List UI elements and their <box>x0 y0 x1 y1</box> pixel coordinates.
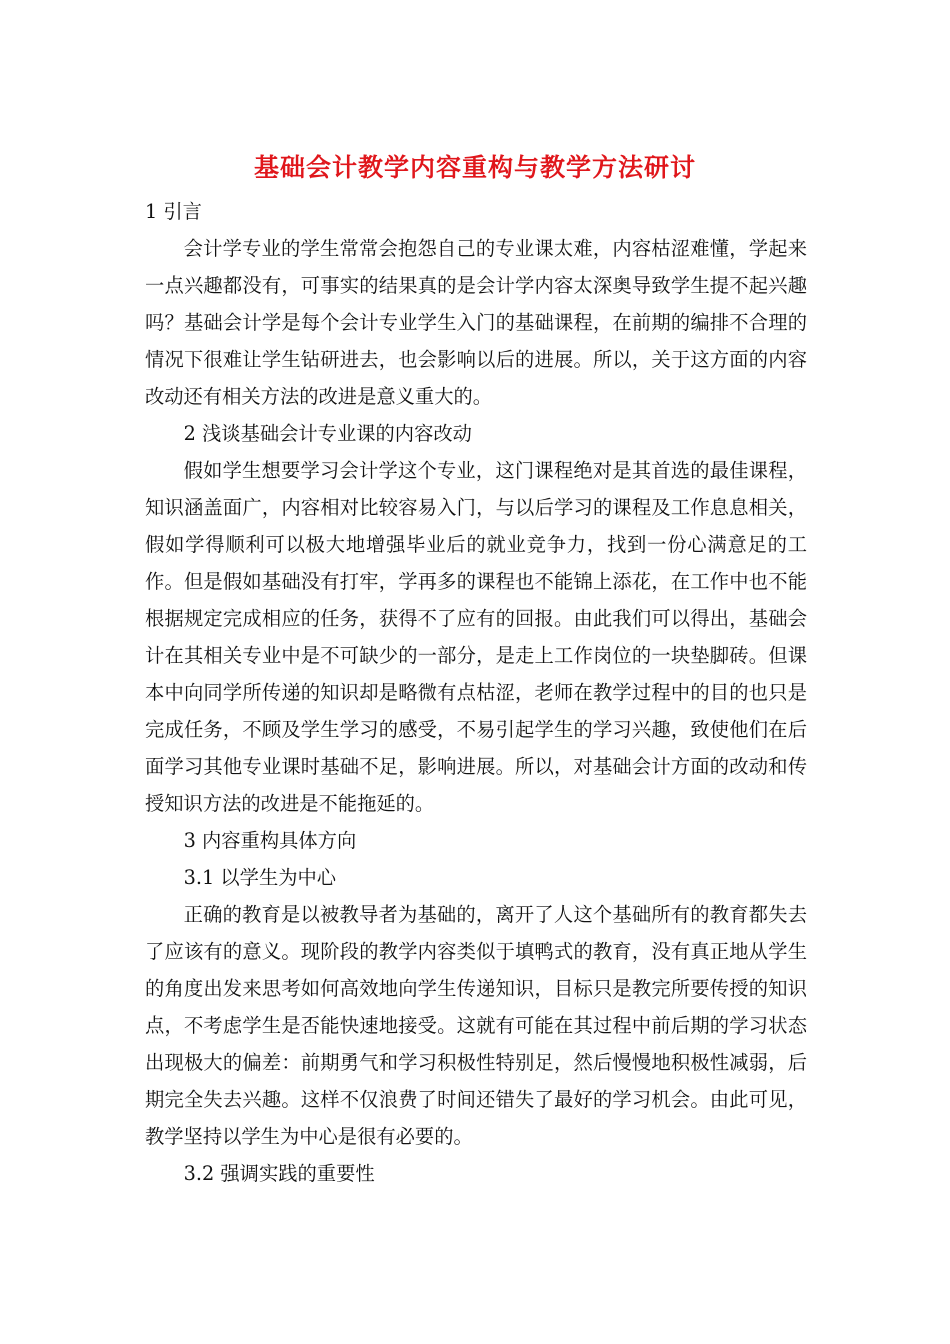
subsection-heading-3-2: 3.2 强调实践的重要性 <box>183 1162 375 1185</box>
document-body <box>145 193 807 1192</box>
subsection-heading-3-1: 3.1 以学生为中心 <box>183 866 337 889</box>
paragraph-section-3-1: 正确的教育是以被教导者为基础的，离开了人这个基础所有的教育都失去了应该有的意义。现阶段的教学内容类似于填鸭式的教育，没有真正地从学生的角度出发来思考如何高效地向学生传递知识，目标只是教完所要传授的知识点，不考虑学生是否能快速地接受。这就有可能在其过程中前后期的学习状态出现极大的偏差：前期勇气和学习积极性特别足，然后慢慢地积极性减弱，后期完全失去兴趣。这样不仅浪费了时间还错失了最好的学习机会。由此可见，教学坚持以学生为中心是很有必要的。 <box>145 903 807 1148</box>
section-heading-intro: 1 引言 <box>145 200 202 223</box>
paragraph-section-2: 假如学生想要学习会计学这个专业，这门课程绝对是其首选的最佳课程，知识涵盖面广，内容相对比较容易入门，与以后学习的课程及工作息息相关，假如学得顺利可以极大地增强毕业后的就业竞争力，找到一份心满意足的工作。但是假如基础没有打牢，学再多的课程也不能锦上添花，在工作中也不能根据规定完成相应的任务，获得不了应有的回报。由此我们可以得出，基础会计在其相关专业中是不可缺少的一部分，是走上工作岗位的一块垫脚砖。但课本中向同学所传递的知识却是略微有点枯涩，老师在教学过程中的目的也只是完成任务，不顾及学生学习的感受，不易引起学生的学习兴趣，致使他们在后面学习其他专业课时基础不足，影响进展。所以，对基础会计方面的改动和传授知识方法的改进是不能拖延的。 <box>145 459 807 815</box>
document-title: 基础会计教学内容重构与教学方法研讨 <box>253 153 696 182</box>
section-heading-3: 3 内容重构具体方向 <box>183 829 357 852</box>
section-heading-2: 2 浅谈基础会计专业课的内容改动 <box>183 422 472 445</box>
paragraph-intro: 会计学专业的学生常常会抱怨自己的专业课太难，内容枯涩难懂，学起来一点兴趣都没有，可事实的结果真的是会计学内容太深奥导致学生提不起兴趣吗？基础会计学是每个会计专业学生入门的基础课程，在前期的编排不合理的情况下很难让学生钻研进去，也会影响以后的进展。所以，关于这方面的内容改动还有相关方法的改进是意义重大的。 <box>145 237 807 408</box>
